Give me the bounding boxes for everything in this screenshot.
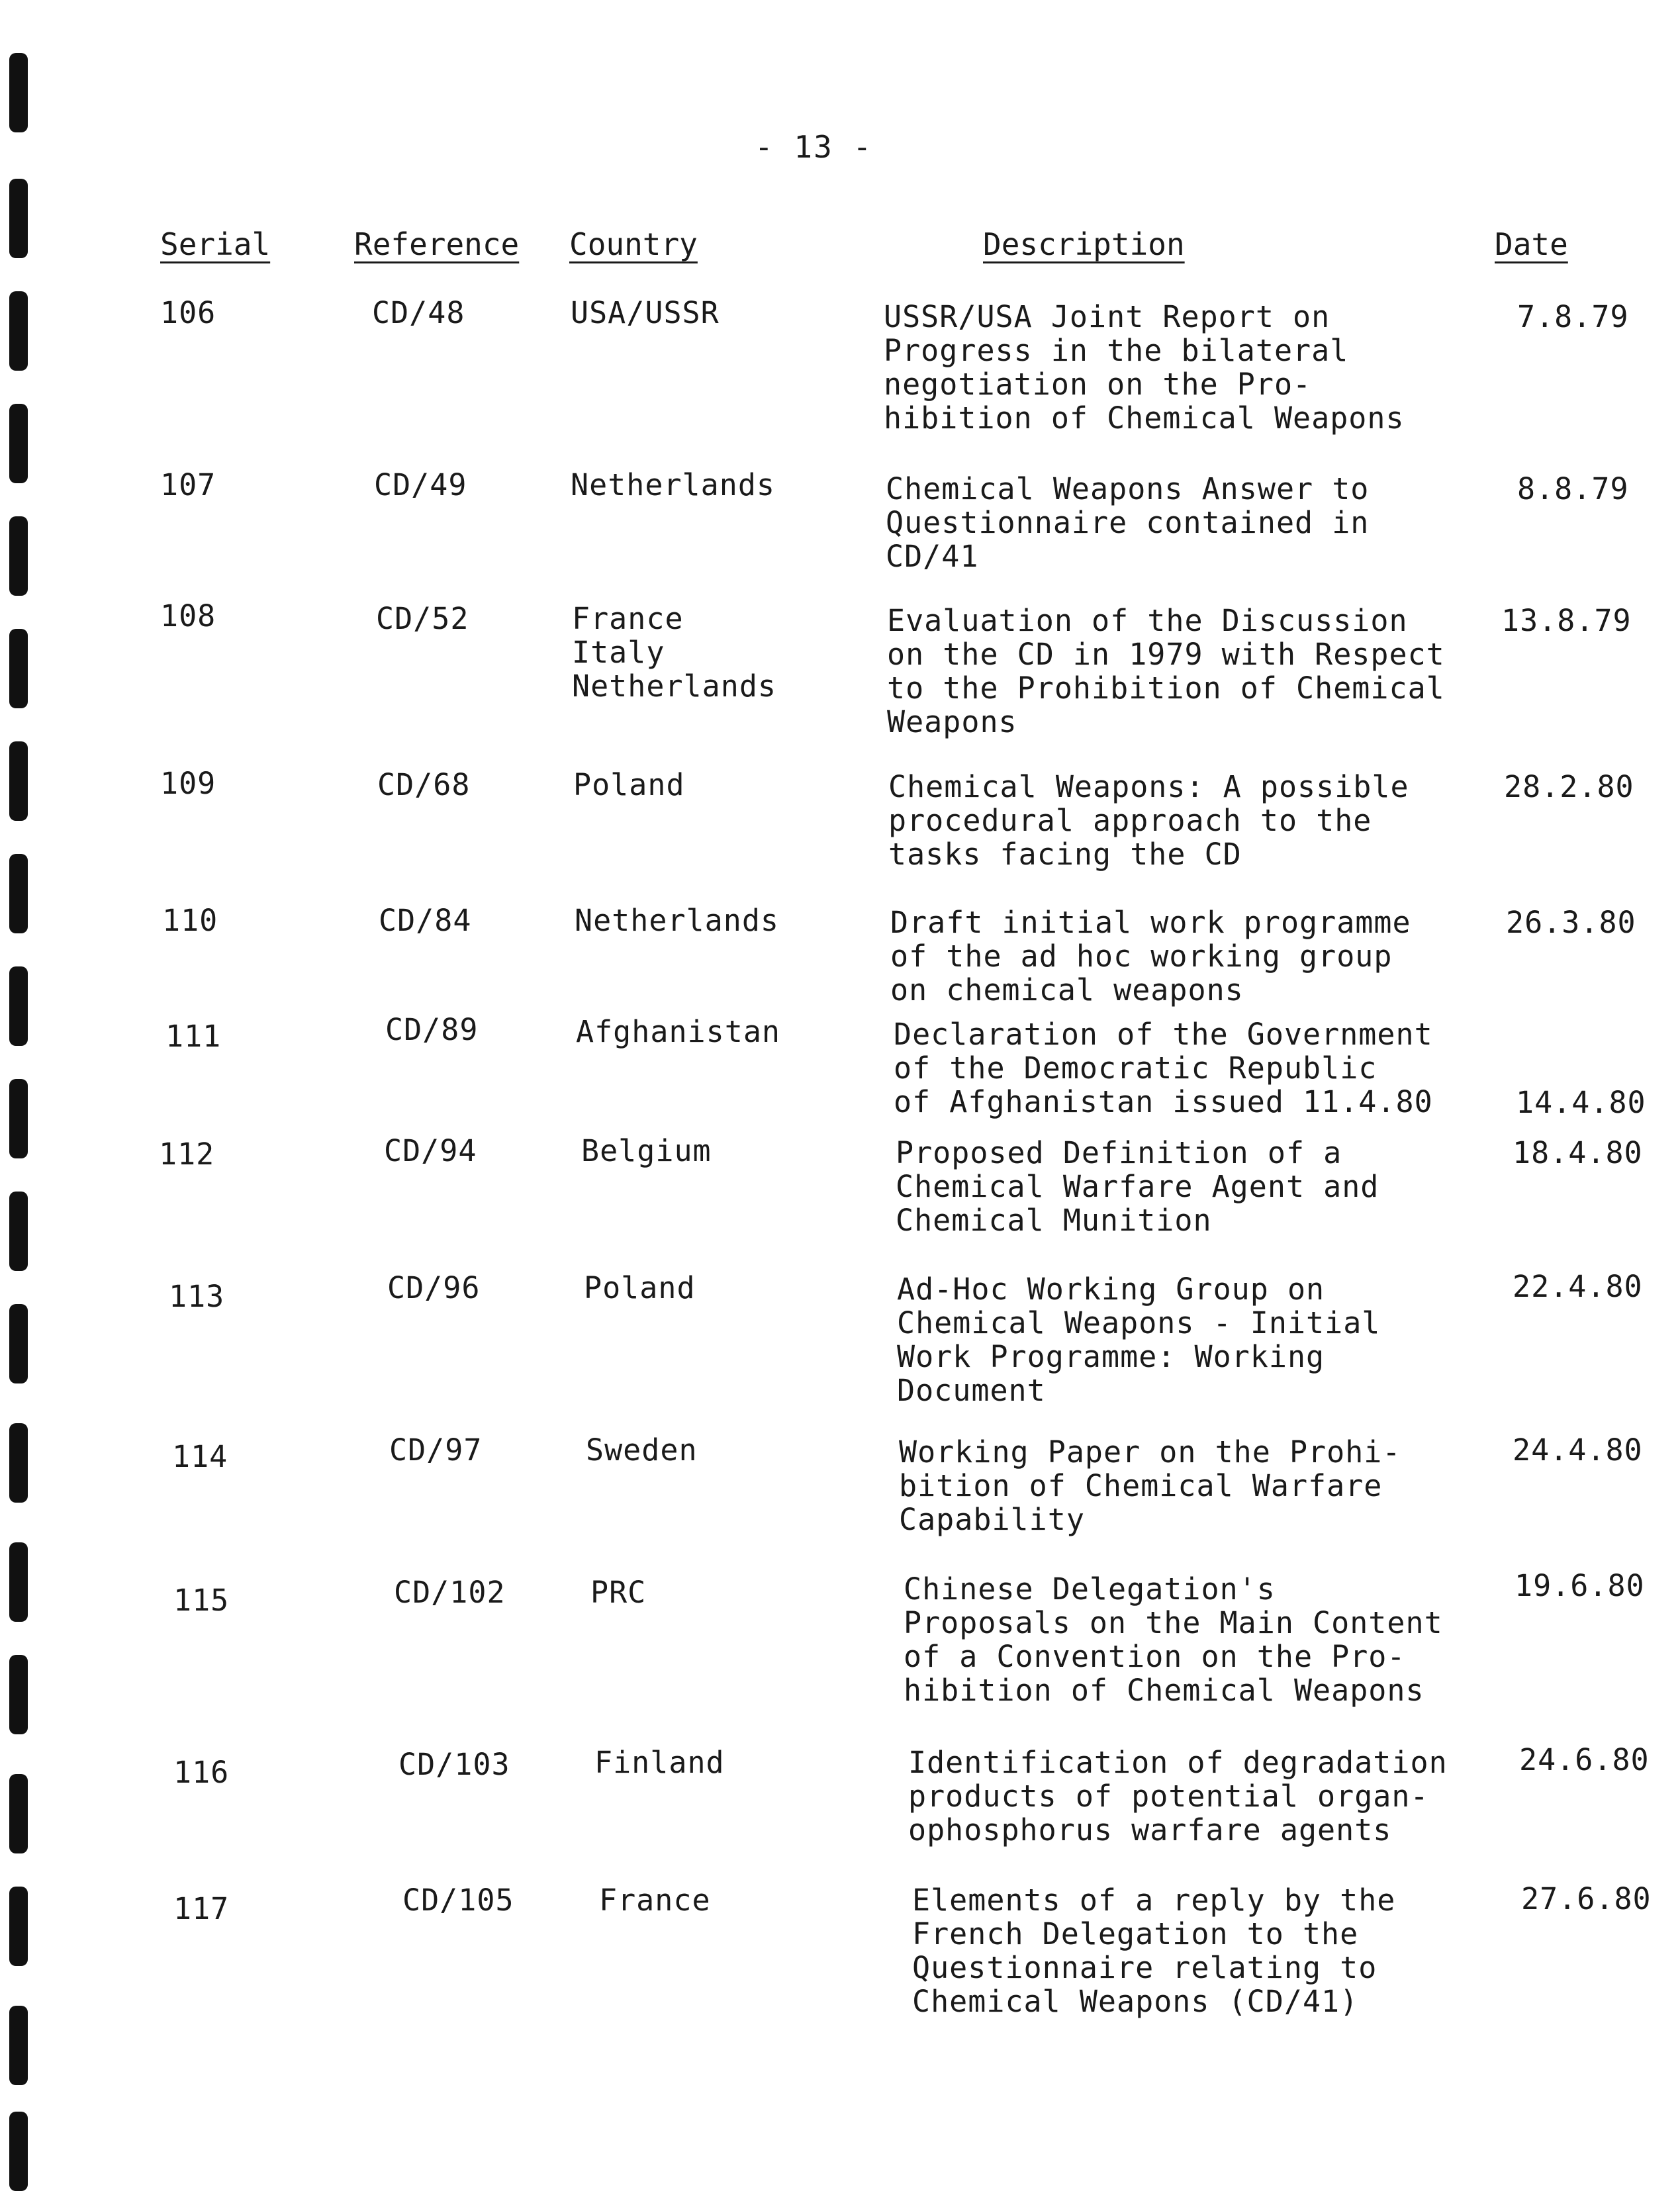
binder-mark [9, 291, 28, 371]
header-date: Date [1495, 226, 1568, 262]
reference-cell: CD/96 [387, 1270, 481, 1305]
binder-mark [9, 516, 28, 596]
description-cell: Chemical Weapons Answer to Questionnaire contained in CD/41 [886, 471, 1370, 574]
binder-mark [9, 179, 28, 258]
description-cell: Elements of a reply by the French Delegation to the Questionnaire relating to Chemical Weapons (CD/41) [912, 1883, 1396, 2019]
date-cell: 28.2.80 [1504, 769, 1634, 804]
reference-cell: CD/89 [385, 1012, 479, 1047]
binder-mark [9, 1774, 28, 1853]
date-cell: 13.8.79 [1501, 603, 1632, 638]
date-cell: 7.8.79 [1517, 299, 1629, 334]
binder-mark [9, 1192, 28, 1271]
date-cell: 14.4.80 [1516, 1085, 1646, 1120]
binder-mark [9, 1542, 28, 1622]
binder-mark [9, 1655, 28, 1734]
description-cell: Identification of degradation products of potential organ- ophosphorus warfare agents [908, 1745, 1448, 1848]
header-country: Country [569, 226, 698, 262]
description-cell: Working Paper on the Prohi- bition of Chemical Warfare Capability [899, 1434, 1401, 1537]
reference-cell: CD/49 [374, 467, 467, 502]
country-cell: France Italy Netherlands [572, 601, 777, 704]
country-cell: Afghanistan [576, 1014, 781, 1049]
description-cell: Evaluation of the Discussion on the CD in 1979 with Respect to the Prohibition of Chemical Weapons [887, 603, 1445, 739]
country-cell: Netherlands [571, 467, 776, 502]
serial-cell: 117 [173, 1891, 230, 1926]
date-cell: 18.4.80 [1513, 1135, 1643, 1170]
reference-cell: CD/68 [377, 767, 471, 802]
serial-cell: 115 [173, 1583, 230, 1618]
binder-mark [9, 1079, 28, 1158]
date-cell: 24.6.80 [1519, 1742, 1650, 1777]
binder-mark [9, 2112, 28, 2191]
header-serial: Serial [160, 226, 271, 262]
country-cell: Belgium [581, 1133, 712, 1168]
binder-mark [9, 1423, 28, 1503]
serial-cell: 111 [165, 1019, 222, 1054]
country-cell: Finland [594, 1745, 725, 1780]
description-cell: Proposed Definition of a Chemical Warfare Agent and Chemical Munition [896, 1135, 1379, 1238]
country-cell: Poland [584, 1270, 696, 1305]
date-cell: 27.6.80 [1521, 1881, 1652, 1916]
serial-cell: 112 [159, 1137, 215, 1172]
country-cell: France [599, 1883, 711, 1918]
description-cell: Draft initial work programme of the ad hoc working group on chemical weapons [890, 905, 1411, 1007]
binder-mark [9, 1887, 28, 1966]
binder-mark [9, 404, 28, 483]
header-description: Description [983, 226, 1185, 262]
binder-mark [9, 2006, 28, 2085]
date-cell: 8.8.79 [1517, 471, 1629, 506]
reference-cell: CD/102 [394, 1575, 506, 1610]
reference-cell: CD/84 [379, 903, 472, 938]
description-cell: Declaration of the Government of the Democratic Republic of Afghanistan issued 11.4.80 [894, 1017, 1433, 1119]
binder-mark [9, 966, 28, 1046]
header-reference: Reference [354, 226, 520, 262]
binder-mark [9, 53, 28, 132]
reference-cell: CD/48 [372, 295, 465, 330]
reference-cell: CD/103 [398, 1747, 510, 1782]
country-cell: Poland [573, 767, 685, 802]
serial-cell: 116 [173, 1755, 230, 1790]
country-cell: USA/USSR [571, 295, 720, 330]
description-cell: Ad-Hoc Working Group on Chemical Weapons - Initial Work Programme: Working Document [897, 1272, 1381, 1408]
binder-mark [9, 1304, 28, 1383]
country-cell: Sweden [586, 1432, 698, 1468]
page-number: - 13 - [755, 129, 873, 165]
reference-cell: CD/94 [384, 1133, 477, 1168]
date-cell: 19.6.80 [1515, 1568, 1645, 1603]
serial-cell: 107 [160, 467, 216, 502]
description-cell: Chinese Delegation's Proposals on the Main Content of a Convention on the Pro- hibition of Chemical Weapons [904, 1571, 1443, 1708]
reference-cell: CD/97 [389, 1432, 483, 1468]
country-cell: PRC [590, 1575, 647, 1610]
binder-mark [9, 741, 28, 821]
binder-mark [9, 854, 28, 933]
serial-cell: 109 [160, 766, 216, 801]
date-cell: 26.3.80 [1506, 905, 1636, 940]
serial-cell: 106 [160, 295, 216, 330]
binder-mark [9, 629, 28, 708]
country-cell: Netherlands [575, 903, 780, 938]
date-cell: 22.4.80 [1513, 1269, 1643, 1304]
description-cell: Chemical Weapons: A possible procedural approach to the tasks facing the CD [888, 769, 1409, 872]
serial-cell: 114 [172, 1439, 228, 1474]
date-cell: 24.4.80 [1513, 1432, 1643, 1468]
serial-cell: 108 [160, 598, 216, 633]
reference-cell: CD/52 [376, 601, 469, 636]
serial-cell: 110 [162, 903, 218, 938]
serial-cell: 113 [169, 1279, 225, 1314]
reference-cell: CD/105 [402, 1883, 514, 1918]
description-cell: USSR/USA Joint Report on Progress in the bilateral negotiation on the Pro- hibition of Chemical Weapons [884, 299, 1405, 436]
